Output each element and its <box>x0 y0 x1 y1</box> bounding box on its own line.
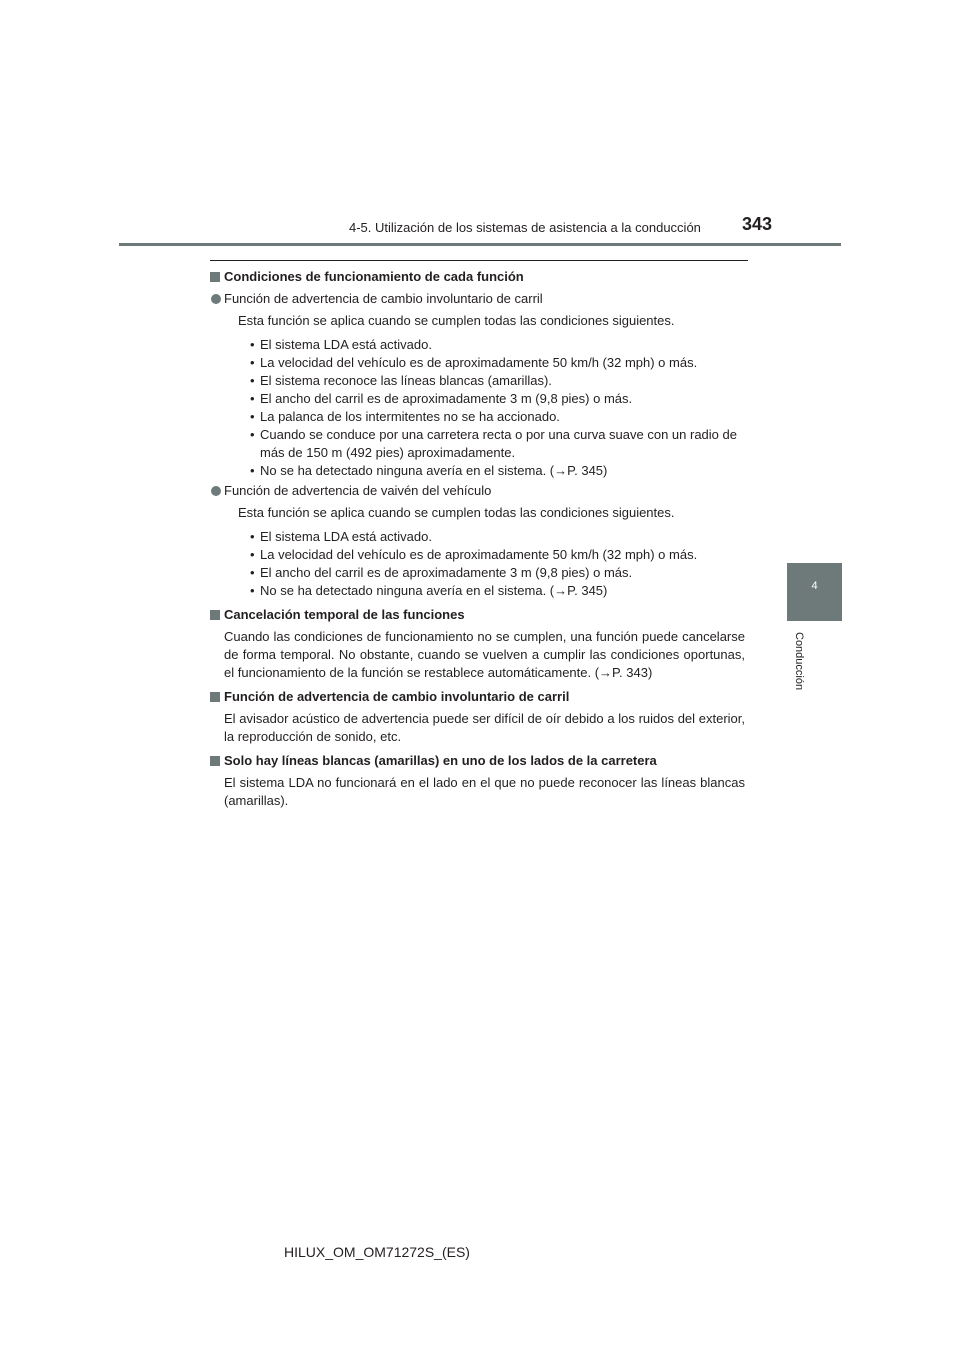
paragraph: Esta función se aplica cuando se cumplen todas las condiciones siguientes. <box>238 505 675 520</box>
section-heading-text: Condiciones de funcionamiento de cada función <box>224 269 524 284</box>
running-header-section: 4-5. Utilización de los sistemas de asistencia a la conducción <box>349 220 701 235</box>
section-heading <box>210 688 745 706</box>
square-bullet-icon <box>210 756 220 766</box>
condition-list <box>210 528 745 600</box>
list-item: • La palanca de los intermitentes no se ha accionado. <box>250 408 745 426</box>
paragraph: Esta función se aplica cuando se cumplen todas las condiciones siguientes. <box>238 313 675 328</box>
square-bullet-icon <box>210 272 220 282</box>
section-heading <box>210 752 745 770</box>
list-item: • El sistema LDA está activado. <box>250 336 745 354</box>
subsection-heading-text: Función de advertencia de vaivén del vehículo <box>224 483 492 498</box>
list-item: • La velocidad del vehículo es de aproximadamente 50 km/h (32 mph) o más. <box>250 354 745 372</box>
list-item: • Cuando se conduce por una carretera recta o por una curva suave con un radio de más de 150 m (492 pies) aproximadamente. <box>250 426 745 462</box>
list-item: • El sistema LDA está activado. <box>250 528 745 546</box>
section-heading-text: Cancelación temporal de las funciones <box>224 607 465 622</box>
content-top-rule <box>210 260 748 261</box>
section-heading-text: Solo hay líneas blancas (amarillas) en uno de los lados de la carretera <box>224 753 657 768</box>
condition-list <box>210 336 745 480</box>
paragraph: Cuando las condiciones de funcionamiento no se cumplen, una función puede cancelarse de forma temporal. No obstante, cuando se vuelven a cumplir las condiciones oportunas, el funcionamiento de la función se restablece automáticamente. (→P. 343) <box>224 629 745 680</box>
circle-bullet-icon <box>211 486 221 496</box>
section-heading <box>210 606 745 624</box>
list-item: • No se ha detectado ninguna avería en el sistema. (→P. 345) <box>250 462 745 480</box>
page-content <box>210 268 745 816</box>
list-item: • El sistema reconoce las líneas blancas (amarillas). <box>250 372 745 390</box>
chapter-tab <box>787 563 842 621</box>
header-rule <box>119 243 841 246</box>
section-heading <box>210 268 745 286</box>
paragraph: El avisador acústico de advertencia puede ser difícil de oír debido a los ruidos del exterior, la reproducción de sonido, etc. <box>224 711 745 744</box>
subsection-heading-text: Función de advertencia de cambio involuntario de carril <box>224 291 543 306</box>
chapter-tab-number: 4 <box>811 580 818 592</box>
document-code: HILUX_OM_OM71272S_(ES) <box>284 1244 470 1260</box>
section-heading-text: Función de advertencia de cambio involuntario de carril <box>224 689 570 704</box>
square-bullet-icon <box>210 692 220 702</box>
page-number: 343 <box>742 214 773 234</box>
list-item: • El ancho del carril es de aproximadamente 3 m (9,8 pies) o más. <box>250 564 745 582</box>
list-item: • No se ha detectado ninguna avería en el sistema. (→P. 345) <box>250 582 745 600</box>
list-item: • La velocidad del vehículo es de aproximadamente 50 km/h (32 mph) o más. <box>250 546 745 564</box>
paragraph: El sistema LDA no funcionará en el lado en el que no puede reconocer las líneas blancas (amarillas). <box>224 775 745 808</box>
subsection-heading <box>210 482 745 500</box>
list-item: • El ancho del carril es de aproximadamente 3 m (9,8 pies) o más. <box>250 390 745 408</box>
circle-bullet-icon <box>211 294 221 304</box>
subsection-heading <box>210 290 745 308</box>
square-bullet-icon <box>210 610 220 620</box>
chapter-tab-label: Conducción <box>793 632 805 691</box>
